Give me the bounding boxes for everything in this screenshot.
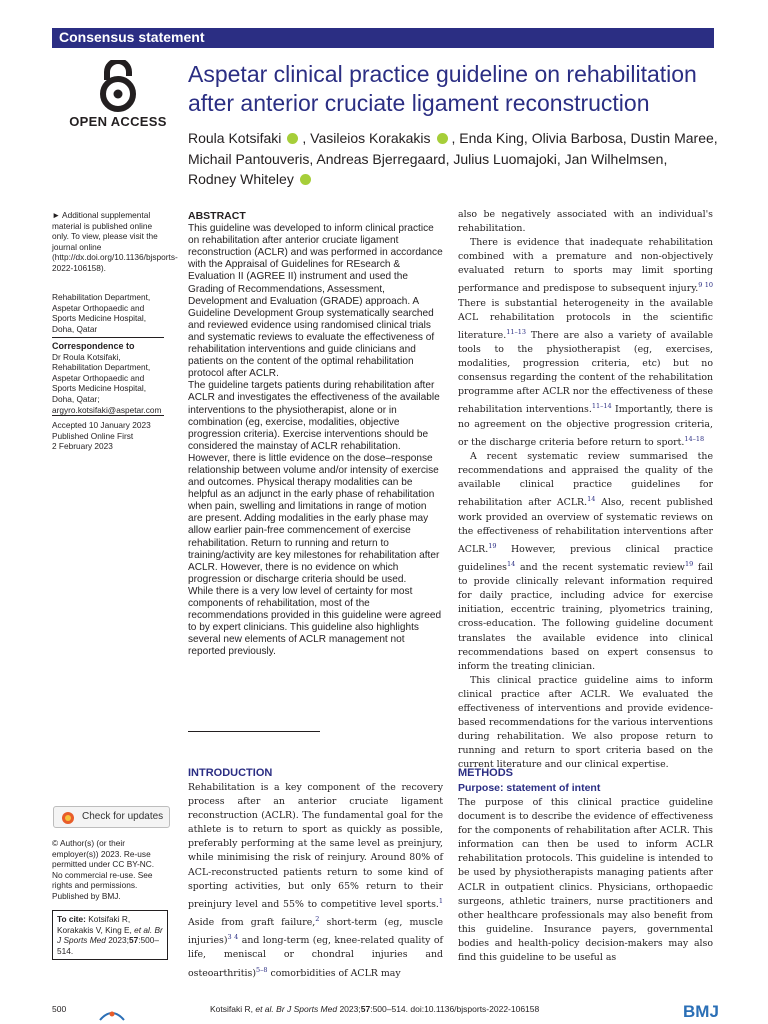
- orcid-icon[interactable]: [300, 174, 311, 185]
- reference-link[interactable]: 11–13: [506, 327, 526, 336]
- abstract-paragraph: This guideline was developed to inform clinical practice on rehabilitation after anterior cruciate ligament reconstruction (ACLR) and was performed in accordance with the Appraisal of Guidelines for REsearch & Evaluation II (AGREE II) instrument and used the Grading of Recommendations, Assessment, Development and Evaluation (GRADE) approach. A Guideline Development Group systematically searched and reviewed evidence using randomised clinical trials and systematic reviews to evaluate the effectiveness of rehabilitation interventions and guide clinicians and patients on the content of the optimal rehabilitation protocol after ACLR.: [188, 223, 443, 380]
- abstract-paragraph: The guideline targets patients during rehabilitation after ACLR and investigates the effectiveness of the available interventions to the physiotherapist, alone or in combination (eg, exercise, modalities, objective progression criteria). Exercise interventions should be considered the mainstay of ACLR rehabilitation. However, there is little evidence on the dose–response relationship between volume and/or intensity of exercise and outcomes. Physical therapy modalities can be helpful as an adjunct in the early phase of rehabilitation when pain, swelling and limitations in range of motion are present. Adding modalities in the early phase may allow earlier pain-free commencement of exercise rehabilitation. Return to running and return to training/activity are key milestones for rehabilitation after ACLR. However, there is no evidence on which progression or discharge criteria should be used.: [188, 380, 440, 585]
- reference-link[interactable]: 14–18: [684, 434, 705, 443]
- footer-citation: Kotsifaki R, et al. Br J Sports Med 2023;57:500–514. doi:10.1136/bjsports-2022-106158: [210, 1004, 540, 1014]
- affiliation: Rehabilitation Department, Aspetar Orthopaedic and Sports Medicine Hospital, Doha, Qatar: [52, 292, 151, 334]
- orcid-icon[interactable]: [287, 133, 298, 144]
- reference-link[interactable]: 14: [506, 559, 516, 568]
- reference-link[interactable]: 5–8: [256, 965, 268, 974]
- reference-link[interactable]: 2: [315, 914, 320, 923]
- author-list: Roula Kotsifaki , Vasileios Korakakis , Enda King, Olivia Barbosa, Dustin Maree, Michail Pantouveris, Andreas Bjerregaard, Julius Luomajoki, Jan Wilhelmsen, Rodney Whiteley: [188, 130, 718, 187]
- check-for-updates-button[interactable]: [53, 806, 170, 828]
- reference-link[interactable]: 3 4: [227, 933, 239, 942]
- published-date: 2 February 2023: [52, 441, 113, 452]
- open-access-icon: [98, 60, 138, 112]
- correspondence-heading: Correspondence to: [52, 341, 135, 351]
- supplemental-note: ► Additional supplemental material is published online only. To view, please visit the journal online (http://dx.doi.org/10.1136/bjsports-2022-106158).: [52, 210, 178, 273]
- right-column-text: also be negatively associated with an individual's rehabilitation. There is evidence that inadequate rehabilitation combined with a premature and non-objectively evaluated return to sports may limit sporting performance and predispose to subsequent injury.$^{9 10}$ There is substantial heterogeneity in the available ACL rehabilitation protocols in the scientific literature.$^{11-13}$ There are also a variety of available tools to the physiotherapist (eg, exercises, modalities, progression criteria, etc) but no consensus regarding the content of the rehabilitation programme after ACLR nor the effectiveness of these rehabilitation interventions.$^{11-14}$ Importantly, there is no agreement on the objective progression criteria, or the discharge criteria before return to sport.$^{14-18}$ A recent systematic review summarised the recommendations and appraised the quality of the available clinical practice guidelines for rehabilitation after ACLR.$^{14}$ Also, recent published work provided an overview of systematic reviews on the effectiveness of rehabilitation interventions after ACLR.$^{19}$ However, previous clinical practice guidelines$^{14}$ and the recent systematic review$^{19}$ fail to provide clinically relevant information required for daily practice, including advice for exercise initiation, eccentric training, plyometrics training, cross-education. The following guideline document translates the available evidence into clinical recommendations based on expert consensus to inform the treating clinician. This clinical practice guideline aims to inform clinical practice after ACLR. We evaluated the effectiveness of interventions and provide evidence-based recommendations for the various interventions during rehabilitation. We also propose return to running and return to sport criteria based on the current literature and our clinical expertise.: [458, 209, 713, 771]
- section-label: Consensus statement: [59, 29, 205, 45]
- abstract: [188, 210, 443, 658]
- divider: [52, 415, 164, 416]
- section-banner: [52, 28, 714, 48]
- reference-link[interactable]: 14: [587, 495, 596, 504]
- introduction-heading: INTRODUCTION: [188, 767, 273, 779]
- abstract-paragraph: While there is a very low level of certainty for most components of rehabilitation, most of the recommendations provided in this guideline were agreed to by expert clinicians. This guideline also highlights several new elements of ACLR management not reported previously.: [188, 585, 442, 658]
- accepted-date: Accepted 10 January 2023: [52, 420, 151, 430]
- methods-text: The purpose of this clinical practice guideline document is to describe the evidence of effectiveness for the components of rehabilitation after ACLR. This information can then be used to inform ACLR rehabilitation protocols. This guideline is intended to be used by physiotherapists managing patients after ACLR in outpatient clinics. Physicians, orthopaedic surgeons, athletic trainers, nurse practitioners and other healthcare professionals may also benefit from this guideline. Insurance payers, governmental bodies and health-policy decision-makers may also find this guideline to be useful as: [458, 797, 713, 964]
- reference-link[interactable]: 19: [488, 541, 497, 550]
- methods-heading: METHODS: [458, 767, 513, 779]
- basem-logo-icon: [98, 1008, 126, 1022]
- abstract-divider: [188, 731, 320, 732]
- correspondence: [52, 341, 164, 415]
- reference-link[interactable]: 19: [684, 559, 694, 568]
- check-updates-label: Check for updates: [82, 811, 164, 822]
- introduction-text: Rehabilitation is a key component of the recovery process after an anterior cruciate ligament reconstruction (ACLR). The fundamental goal for the athlete is to return to sport as quickly as possible, preferably performing at the same level as preinjury, while minimising the risk of reinjury. Around 80% of ACL-reconstructed patients return to some kind of sporting activities, but only 65% return to their preinjury level and 55% to competitive level sports.$^1$ Aside from graft failure,$^2$ short-term (eg, muscle injuries)$^{3 4}$ and long-term (eg, knee-related quality of life, meniscal or chondral injuries and osteoarthritis)$^{5-8}$ comorbidities of ACLR may: [188, 782, 444, 979]
- copyright-notice: © Author(s) (or their employer(s)) 2023. Re-use permitted under CC BY-NC. No commercial re-use. See rights and permissions. Published by BMJ.: [52, 838, 155, 901]
- page-number: 500: [52, 1004, 67, 1014]
- orcid-icon[interactable]: [437, 133, 448, 144]
- open-access-logo: [68, 60, 168, 129]
- cite-box: To cite: Kotsifaki R, Korakakis V, King E, et al. Br J Sports Med 2023;57:500–514.: [52, 910, 168, 960]
- published-label: Published Online First: [52, 430, 134, 441]
- correspondence-body: Dr Roula Kotsifaki, Rehabilitation Department, Aspetar Orthopaedic and Sports Medicine Hospital, Doha, Qatar; argyro.kotsifaki@aspetar.com: [52, 351, 162, 415]
- methods-subheading: Purpose: statement of intent: [458, 782, 601, 794]
- abstract-heading: ABSTRACT: [188, 210, 246, 222]
- open-access-label: OPEN ACCESS: [69, 114, 167, 129]
- reference-link[interactable]: 11–14: [591, 402, 612, 411]
- article-title: Aspetar clinical practice guideline on rehabilitation after anterior cruciate ligament reconstruction: [188, 61, 697, 116]
- bmj-logo: BMJ: [683, 1002, 719, 1021]
- dates: [52, 420, 164, 452]
- divider: [52, 337, 164, 338]
- check-updates-icon: [60, 811, 76, 825]
- reference-link[interactable]: 9 10: [698, 281, 713, 290]
- reference-link[interactable]: 1: [438, 896, 443, 905]
